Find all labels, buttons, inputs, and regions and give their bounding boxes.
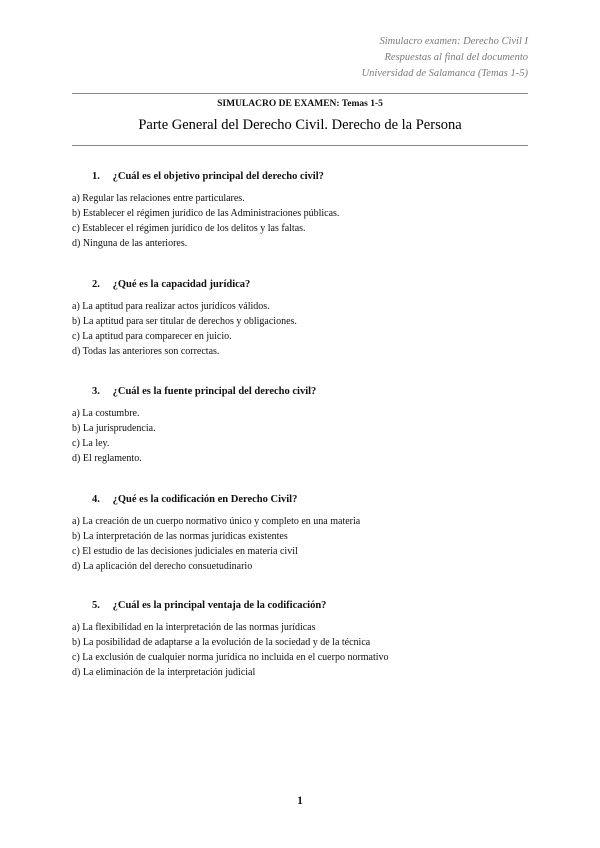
- option-d: d) La eliminación de la interpretación judicial: [72, 667, 256, 678]
- question-text: ¿Qué es la capacidad jurídica?: [112, 279, 251, 290]
- question-1: [72, 170, 540, 251]
- question-2: [72, 278, 540, 359]
- option-a: a) La flexibilidad en la interpretación de las normas jurídicas: [72, 622, 316, 633]
- question-number: 4.: [92, 494, 100, 505]
- option-b: b) La posibilidad de adaptarse a la evolución de la sociedad y de la técnica: [72, 637, 371, 648]
- question-heading: [92, 599, 540, 613]
- option-list: [72, 191, 540, 251]
- option-a: a) La creación de un cuerpo normativo único y completo en una materia: [72, 516, 361, 527]
- bottom-divider: [72, 145, 528, 146]
- question-number: 3.: [92, 386, 100, 397]
- question-number: 2.: [92, 279, 100, 290]
- question-heading: [92, 278, 540, 292]
- option-b: b) La aptitud para ser titular de derechos y obligaciones.: [72, 316, 297, 327]
- option-c: c) La aptitud para comparecer en juicio.: [72, 331, 232, 342]
- question-text: ¿Cuál es la principal ventaja de la codificación?: [112, 600, 327, 611]
- option-b: b) Establecer el régimen jurídico de las Administraciones públicas.: [72, 208, 340, 219]
- question-4: [72, 493, 540, 574]
- option-a: a) La costumbre.: [72, 408, 140, 419]
- option-d: d) Todas las anteriores son correctas.: [72, 346, 220, 357]
- page-header: [362, 34, 528, 82]
- option-d: d) El reglamento.: [72, 453, 142, 464]
- header-line-2: Respuestas al final del documento: [384, 52, 528, 63]
- question-heading: [92, 170, 540, 184]
- option-d: d) Ninguna de las anteriores.: [72, 238, 188, 249]
- question-text: ¿Cuál es el objetivo principal del derecho civil?: [112, 171, 324, 182]
- option-c: c) El estudio de las decisiones judiciales en materia civil: [72, 546, 298, 557]
- question-text: ¿Cuál es la fuente principal del derecho civil?: [112, 386, 317, 397]
- option-c: c) Establecer el régimen jurídico de los delitos y las faltas.: [72, 223, 306, 234]
- option-b: b) La interpretación de las normas jurídicas existentes: [72, 531, 288, 542]
- option-d: d) La aplicación del derecho consuetudinario: [72, 561, 253, 572]
- question-5: [72, 599, 540, 680]
- page-number: 1: [297, 795, 303, 807]
- option-a: a) La aptitud para realizar actos jurídicos válidos.: [72, 301, 270, 312]
- option-list: [72, 406, 540, 466]
- question-heading: [92, 385, 540, 399]
- question-3: [72, 385, 540, 466]
- question-number: 1.: [92, 171, 100, 182]
- page-title: Parte General del Derecho Civil. Derecho de la Persona: [138, 117, 462, 133]
- option-a: a) Regular las relaciones entre particulares.: [72, 193, 245, 204]
- option-list: [72, 299, 540, 359]
- question-number: 5.: [92, 600, 100, 611]
- option-b: b) La jurisprudencia.: [72, 423, 156, 434]
- top-divider: [72, 93, 528, 94]
- option-c: c) La ley.: [72, 438, 110, 449]
- header-line-1: Simulacro examen: Derecho Civil I: [379, 36, 528, 47]
- exam-subtitle: SIMULACRO DE EXAMEN: Temas 1-5: [217, 99, 383, 109]
- option-list: [72, 514, 540, 574]
- question-heading: [92, 493, 540, 507]
- option-list: [72, 620, 540, 680]
- header-line-3: Universidad de Salamanca (Temas 1-5): [361, 68, 528, 79]
- option-c: c) La exclusión de cualquier norma jurídica no incluida en el cuerpo normativo: [72, 652, 389, 663]
- question-text: ¿Qué es la codificación en Derecho Civil?: [112, 494, 298, 505]
